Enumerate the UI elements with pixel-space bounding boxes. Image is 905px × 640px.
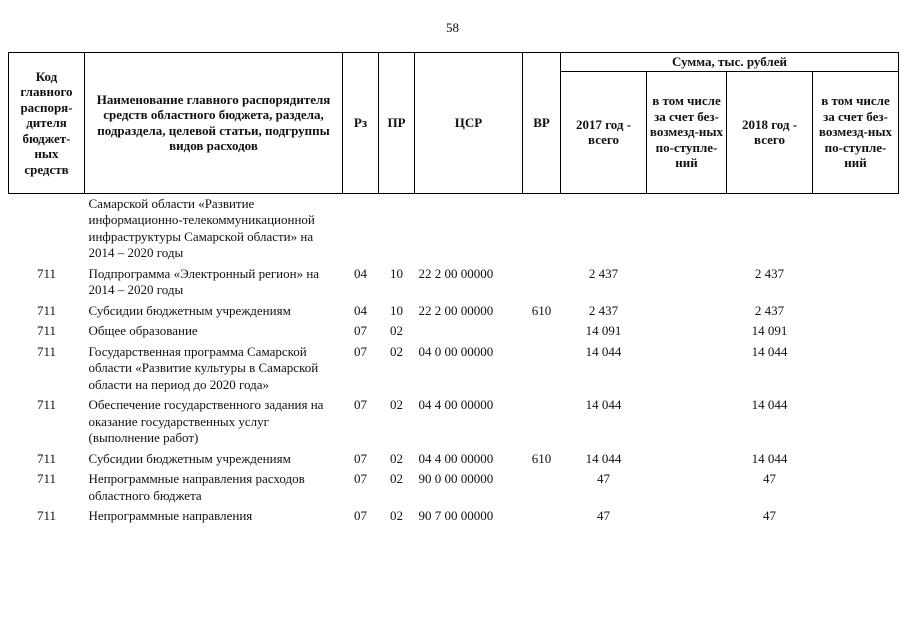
row-name: Непрограммные направления [88, 508, 253, 523]
row-pr: 02 [390, 343, 403, 359]
table-row [9, 395, 899, 449]
header-vr: ВР [523, 53, 561, 194]
row-csr: 90 0 00 00000 [418, 471, 494, 486]
table-row [9, 342, 899, 396]
row-rz: 04 [354, 265, 367, 281]
row-grants-2017 [647, 264, 727, 301]
row-csr: 22 2 00 00000 [418, 265, 494, 281]
row-csr: 04 4 00 00000 [418, 450, 494, 466]
row-csr: 04 0 00 00000 [418, 343, 494, 359]
header-rz: Рз [343, 53, 379, 194]
row-vr [523, 321, 561, 342]
row-sum-2017: 2 437 [588, 302, 619, 318]
row-grants-2018 [813, 506, 899, 527]
row-code: 711 [36, 471, 57, 486]
row-vr: 610 [531, 450, 552, 466]
row-sum-2017: 14 044 [585, 450, 622, 466]
row-grants-2018 [813, 395, 899, 449]
header-2017-grants: в том числе за счет без-возмезд-ных по-ступле-ний [647, 71, 727, 193]
row-name: Обеспечение государственного задания на оказание государственных услуг (выполнение работ) [88, 397, 324, 445]
row-sum-2018: 14 091 [751, 323, 788, 338]
table-row [9, 506, 899, 527]
row-sum-2018: 14 044 [751, 450, 788, 466]
row-vr: 610 [531, 302, 552, 318]
row-sum-2017: 14 091 [585, 323, 622, 338]
table-row [9, 193, 899, 264]
row-vr [523, 506, 561, 527]
row-sum-2018: 2 437 [754, 302, 785, 318]
row-code: 711 [36, 302, 57, 318]
row-grants-2017 [647, 469, 727, 506]
row-vr [523, 469, 561, 506]
page-number: 58 [446, 20, 459, 35]
row-name: Государственная программа Самарской области «Развитие культуры в Самарской области на период до 2020 года» [88, 343, 319, 392]
table-row [9, 301, 899, 322]
row-pr: 02 [390, 450, 403, 466]
row-name: Субсидии бюджетным учреждениям [88, 302, 291, 318]
row-sum-2018: 14 044 [751, 343, 788, 359]
header-sum: Сумма, тыс. рублей [561, 53, 899, 72]
row-rz: 07 [354, 508, 367, 523]
table-header [9, 53, 899, 194]
table-row [9, 469, 899, 506]
row-rz: 07 [354, 343, 367, 359]
row-csr: 04 4 00 00000 [418, 397, 494, 412]
header-name: Наименование главного распорядителя средств областного бюджета, раздела, подраздела, целевой статьи, подгруппы видов расходов [85, 53, 343, 194]
row-grants-2018 [813, 193, 899, 264]
row-code: 711 [36, 323, 57, 338]
row-sum-2017: 14 044 [585, 343, 622, 359]
row-pr: 10 [390, 265, 403, 281]
header-2017-total: 2017 год - всего [561, 71, 647, 193]
row-grants-2018 [813, 342, 899, 396]
row-csr [415, 193, 523, 264]
row-sum-2017: 47 [597, 508, 610, 523]
row-sum-2018: 47 [763, 508, 776, 523]
row-csr [415, 321, 523, 342]
row-pr: 02 [390, 508, 403, 523]
row-rz: 07 [354, 397, 367, 412]
row-grants-2018 [813, 301, 899, 322]
row-rz: 07 [354, 471, 367, 486]
row-vr [523, 395, 561, 449]
row-grants-2017 [647, 193, 727, 264]
row-name: Субсидии бюджетным учреждениям [88, 450, 291, 466]
row-code: 711 [36, 508, 57, 523]
row-sum-2018 [727, 193, 813, 264]
header-2018-grants: в том числе за счет без-возмезд-ных по-ступле-ний [813, 71, 899, 193]
row-rz: 07 [354, 323, 367, 338]
row-code: 711 [36, 343, 57, 359]
budget-table [8, 52, 899, 527]
header-code: Код главного распоря-дителя бюджет-ных средств [9, 53, 85, 194]
row-name: Непрограммные направления расходов областного бюджета [88, 471, 305, 503]
row-grants-2017 [647, 321, 727, 342]
row-pr: 02 [390, 471, 403, 486]
row-name: Подпрограмма «Электронный регион» на 2014 – 2020 годы [88, 265, 320, 297]
row-code: 711 [36, 265, 57, 281]
header-2018-total: 2018 год - всего [727, 71, 813, 193]
row-code [9, 193, 85, 264]
row-sum-2017 [561, 193, 647, 264]
table-row [9, 321, 899, 342]
row-sum-2018: 2 437 [754, 265, 785, 281]
row-vr [523, 342, 561, 396]
row-name: Общее образование [88, 323, 198, 338]
header-csr: ЦСР [415, 53, 523, 194]
row-grants-2018 [813, 449, 899, 470]
header-pr: ПР [379, 53, 415, 194]
row-name: Самарской области «Развитие информационно-телекоммуникационной инфраструктуры Самарской области» на 2014 – 2020 годы [88, 195, 315, 260]
row-sum-2018: 14 044 [751, 397, 788, 412]
row-csr: 90 7 00 00000 [418, 508, 494, 523]
row-grants-2017 [647, 342, 727, 396]
table-row [9, 264, 899, 301]
row-sum-2017: 14 044 [585, 397, 622, 412]
row-pr: 10 [390, 302, 403, 318]
row-code: 711 [36, 450, 57, 466]
row-rz: 04 [354, 302, 367, 318]
row-grants-2017 [647, 449, 727, 470]
row-grants-2018 [813, 264, 899, 301]
row-grants-2017 [647, 395, 727, 449]
row-grants-2017 [647, 301, 727, 322]
row-csr: 22 2 00 00000 [418, 302, 494, 318]
row-sum-2017: 2 437 [588, 265, 619, 281]
table-row [9, 449, 899, 470]
row-grants-2018 [813, 469, 899, 506]
row-vr [523, 193, 561, 264]
row-sum-2018: 47 [763, 471, 776, 486]
row-sum-2017: 47 [597, 471, 610, 486]
row-grants-2017 [647, 506, 727, 527]
row-code: 711 [36, 397, 57, 412]
row-vr [523, 264, 561, 301]
row-pr: 02 [390, 323, 403, 338]
table-body [9, 193, 899, 527]
row-pr [379, 193, 415, 264]
row-grants-2018 [813, 321, 899, 342]
row-rz: 07 [354, 450, 367, 466]
row-rz [343, 193, 379, 264]
row-pr: 02 [390, 397, 403, 412]
